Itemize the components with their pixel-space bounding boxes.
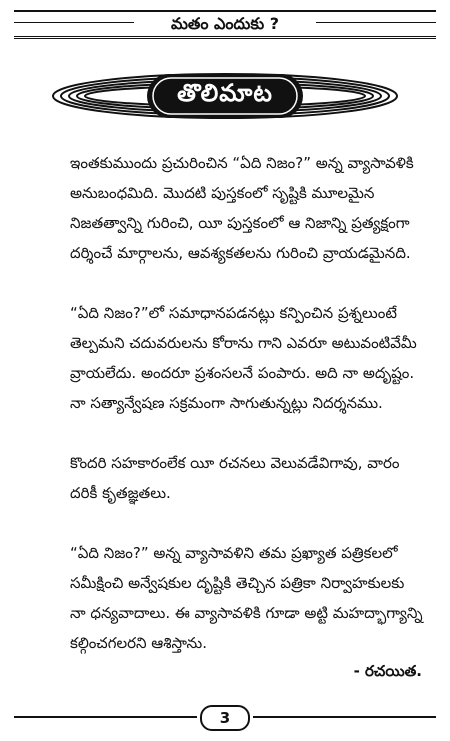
paragraph-2: “ఏది నిజం?”లో సమాధానపడనట్లు కన్పించిన ప్రశ్నలుంటే తెల్పమని చదువరులను కోరాను గాని ఎవరూ అటువంటివేమీ వ్రాయలేదు. అందరూ ప్రశంసలనే పంపారు. అది నా అదృష్టం. నా సత్యాన్వేషణ సక్రమంగా సాగుతున్నట్లు నిదర్శనము. xyxy=(70,304,417,412)
chapter-banner xyxy=(52,66,398,126)
page-number: 3 xyxy=(200,705,250,731)
author-signature: - రచయిత. xyxy=(353,662,422,680)
header-bottom-rule xyxy=(14,36,436,39)
body-text xyxy=(32,148,424,658)
paragraph-3: కొందరి సహకారంలేక యీ రచనలు వెలువడేవిగావు, వారం దరికీ కృతజ్ఞతలు. xyxy=(70,454,400,502)
footer-right-rule xyxy=(253,716,436,718)
header-title: మతం ఎందుకు ? xyxy=(170,14,280,33)
header-top-rule xyxy=(14,10,436,12)
footer-left-rule xyxy=(14,716,197,718)
page-number-box xyxy=(200,705,250,729)
running-header xyxy=(14,10,436,40)
paragraph-4: “ఏది నిజం?” అన్న వ్యాసావళిని తమ ప్రఖ్యాత పత్రికలలో సమీక్షించి అన్వేషకుల దృష్టికి తెచ్చిన పత్రికా నిర్వాహకులకు నా ధన్యవాదాలు. ఈ వ్యాసావళికి గూడా అట్టి మహద్భాగ్యాన్ని కల్గించగలరని ఆశిస్తాను. xyxy=(70,544,423,652)
paragraph-1: ఇంతకుముందు ప్రచురించిన “ఏది నిజం?” అన్న వ్యాసావళికి అనుబంధమిది. మొదటి పుస్తకంలో సృష్టికి మూలమైన నిజతత్వాన్ని గురించి, యీ పుస్తకంలో ఆ నిజాన్ని ప్రత్యక్షంగా దర్శించే మార్గాలను, ఆవశ్యకతలను గురించి వ్రాయడమైనది. xyxy=(70,154,414,262)
chapter-title: తొలిమాట xyxy=(177,79,273,107)
header-right-line xyxy=(316,22,436,23)
